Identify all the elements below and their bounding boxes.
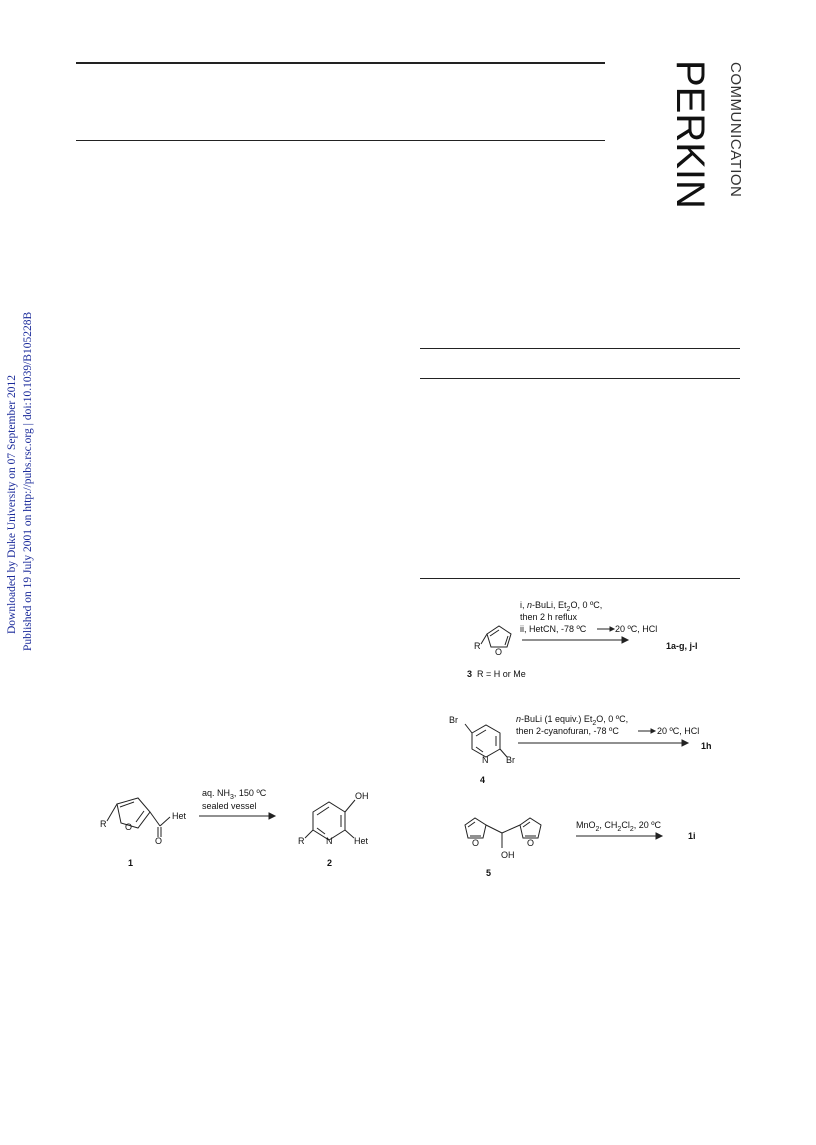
- methanol-oh-label: OH: [501, 850, 515, 860]
- carbonyl-o-label: O: [155, 836, 163, 846]
- reaction-c-product: 1i: [688, 831, 696, 841]
- journal-section: COMMUNICATION: [727, 62, 744, 198]
- pyridine-n-label: N: [482, 755, 489, 765]
- reaction-a-product: 1a-g, j-l: [666, 641, 698, 651]
- pyridine-br-bottom: Br: [506, 755, 515, 765]
- conditions-sub: 3: [230, 793, 234, 801]
- rb-l1b: -BuLi (1 equiv.) Et: [521, 714, 593, 724]
- rb-l1a: n: [516, 714, 522, 724]
- conditions-line-2: sealed vessel: [202, 801, 257, 811]
- pyridinol-oh-label: OH: [355, 791, 369, 801]
- reaction-b-product: 1h: [701, 741, 712, 751]
- reaction-b-line-2: then 2-cyanofuran, -78 ºC: [516, 726, 619, 736]
- compound-2-label: 2: [327, 858, 333, 868]
- reaction-c-line-1: [576, 820, 661, 833]
- rc-sub3: 2: [629, 825, 634, 833]
- reaction-a-line-1: [520, 600, 602, 613]
- reaction-a-line-3-tail: 20 ºC, HCl: [615, 624, 658, 634]
- pyridinol-het-label: Het: [354, 836, 369, 846]
- furan-right-o-label: O: [527, 838, 535, 848]
- publication-notice: Published on 19 July 2001 on http://pubs.rsc.org | doi:10.1039/B105228B: [22, 311, 34, 651]
- furan-3-r-label: R: [474, 641, 481, 651]
- reaction-b-line-1: [516, 714, 628, 727]
- compound-3-note: R = H or Me: [477, 669, 526, 679]
- rc-sub1: 2: [595, 825, 600, 833]
- furan-r-label: R: [100, 819, 107, 829]
- rc-l1d: , 20 ºC: [633, 820, 662, 830]
- reaction-b-line-2-tail: 20 ºC, HCl: [657, 726, 700, 736]
- rb-l1sub: 2: [592, 719, 597, 727]
- rb-l1c: O, 0 ºC,: [596, 714, 629, 724]
- journal-name: PERKIN: [668, 60, 712, 209]
- het-label: Het: [172, 811, 187, 821]
- pyridine-br-top: Br: [449, 715, 458, 725]
- rc-sub2: 2: [617, 825, 622, 833]
- conditions-nh3: aq. NH: [202, 788, 231, 798]
- rc-l1b: , CH: [599, 820, 618, 830]
- ra-l1a: i,: [520, 600, 528, 610]
- furan-left-o-label: O: [472, 838, 480, 848]
- furan-3-o-label: O: [495, 647, 503, 657]
- ra-l1b: n: [527, 600, 533, 610]
- conditions-temp: , 150 ºC: [233, 788, 267, 798]
- compound-1-label: 1: [128, 858, 134, 868]
- reaction-a-line-3: ii, HetCN, -78 ºC: [520, 624, 587, 634]
- download-notice: Downloaded by Duke University on 07 September 2012: [6, 374, 18, 634]
- ra-l1d: O, 0 ºC,: [570, 600, 603, 610]
- furan-o-label: O: [125, 822, 133, 832]
- pyridinol-r-label: R: [298, 836, 305, 846]
- compound-5-label: 5: [486, 868, 492, 878]
- rc-l1a: MnO: [576, 820, 596, 830]
- ra-l1c: -BuLi, Et: [532, 600, 567, 610]
- compound-3-label: 3: [467, 669, 473, 679]
- rc-l1c: Cl: [621, 820, 630, 830]
- reaction-a-line-2: then 2 h reflux: [520, 612, 578, 622]
- compound-4-label: 4: [480, 775, 486, 785]
- pyridinol-n-label: N: [326, 836, 333, 846]
- ra-l1sub: 2: [566, 605, 571, 613]
